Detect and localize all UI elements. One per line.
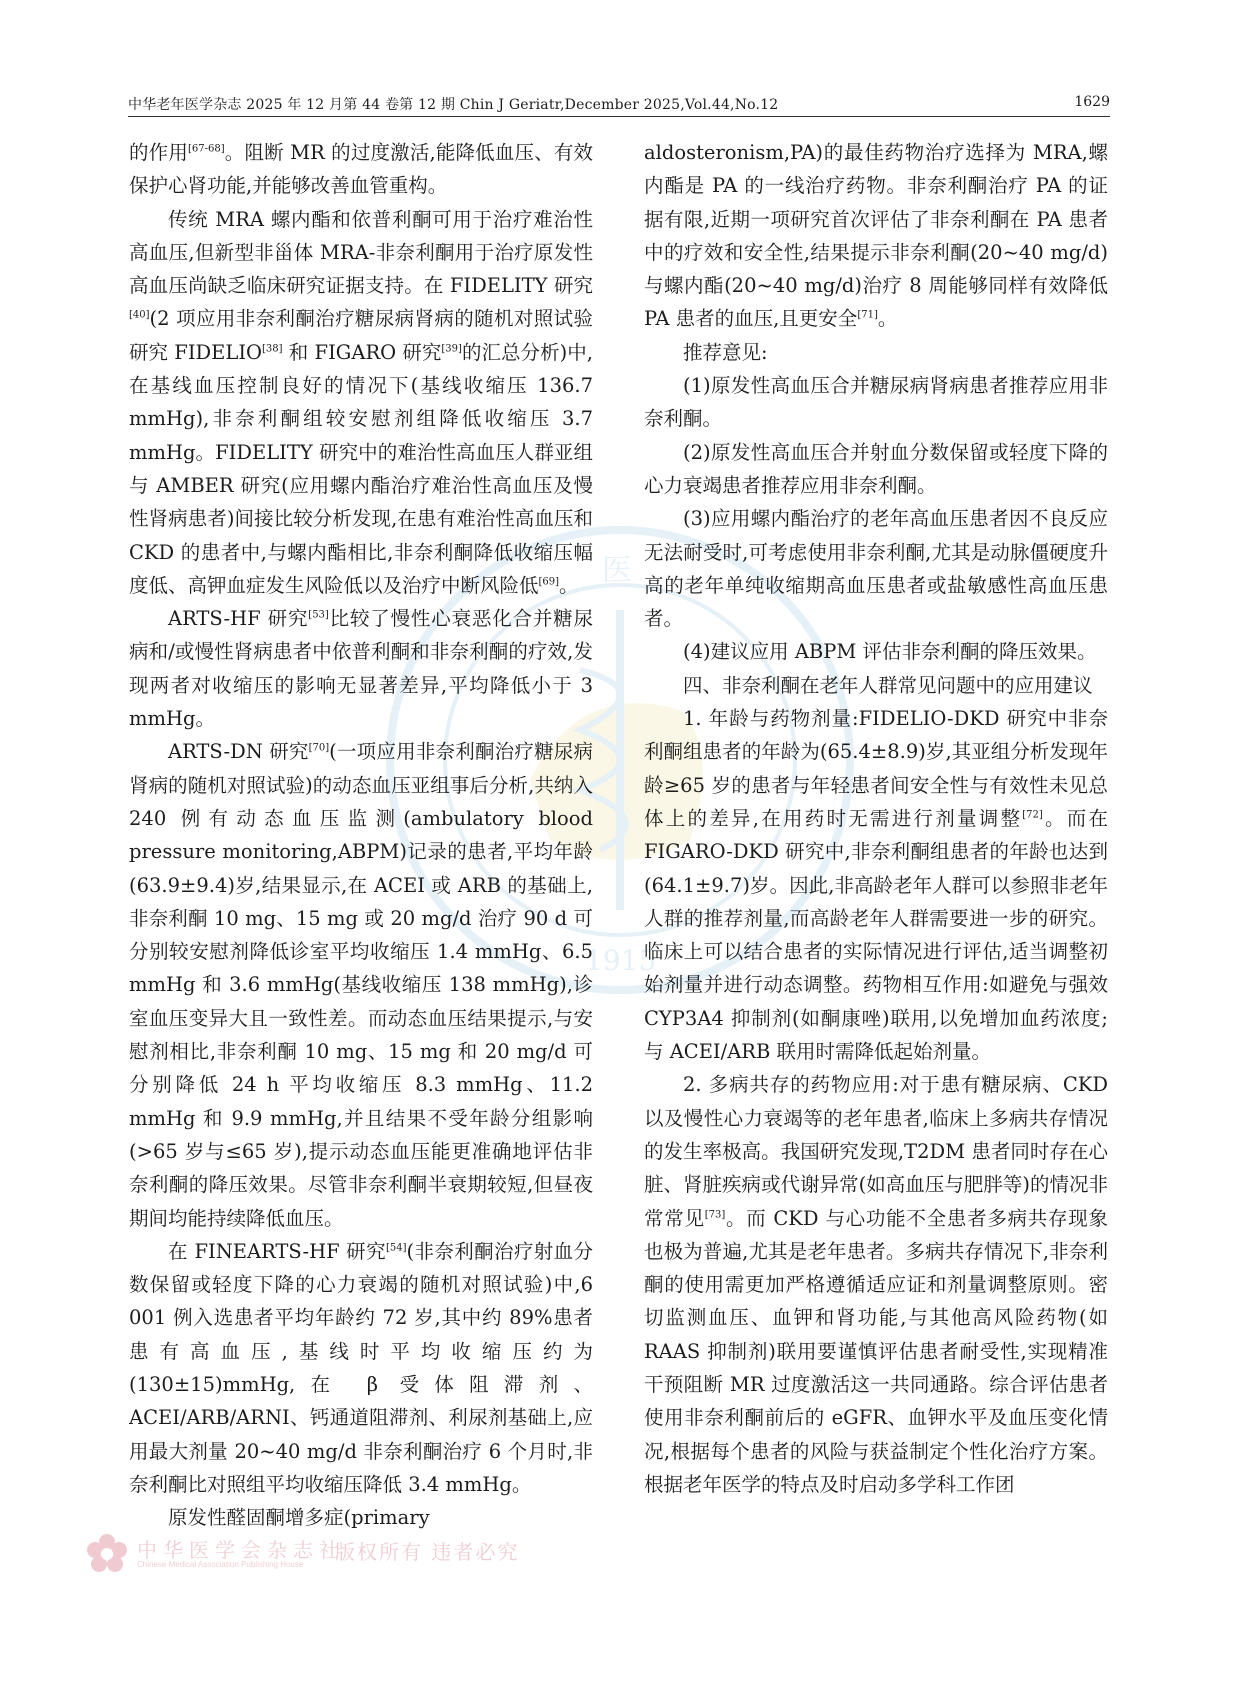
paragraph-text: 1. 年龄与药物剂量:FIDELIO-DKD 研究中非奈利酮组患者的年龄为(65.4±8.9)岁,其亚组分析发现年龄≥65 岁的患者与年轻患者间安全性与有效性未见总体上的差异,在用药时无需进行剂量调整 bbox=[644, 707, 1108, 830]
publisher-watermark bbox=[85, 1532, 585, 1576]
paragraph-text: 在 FINEARTS-HF 研究 bbox=[168, 1239, 386, 1263]
citation-ref[interactable]: [40] bbox=[129, 309, 150, 321]
paragraph bbox=[644, 702, 1108, 1068]
citation-ref[interactable]: [69] bbox=[538, 576, 560, 588]
paragraph-text: 2. 多病共存的药物应用:对于患有糖尿病、CKD 以及慢性心力衰竭等的老年患者,临床上多病共存情况的发生率极高。我国研究发现,T2DM 患者同时存在心脏、肾脏疾病或代谢异常(如高血压与肥胖等)的情况非常常见 bbox=[644, 1073, 1108, 1230]
paragraph-text: 比较了慢性心衰恶化合并糖尿病和/或慢性肾病患者中依普利酮和非奈利酮的疗效,发现两者对收缩压的影响无显著差异,平均降低小于 3 mmHg。 bbox=[129, 607, 593, 731]
paragraph-text: (2)原发性高血压合并射血分数保留或轻度下降的心力衰竭患者推荐应用非奈利酮。 bbox=[644, 440, 1108, 497]
page-number: 1629 bbox=[1074, 94, 1110, 110]
paragraph-text: aldosteronism,PA)的最佳药物治疗选择为 MRA,螺内酯是 PA 的一线治疗药物。非奈利酮治疗 PA 的证据有限,近期一项研究首次评估了非奈利酮在 PA 患者中的疗效和安全性,结果提示非奈利酮(20~40 mg/d)与螺内酯(20~40 mg/d)治疗 8 周能够同样有效降低 PA 患者的血压,且更安全 bbox=[644, 141, 1108, 331]
paragraph-text: ARTS-DN 研究 bbox=[168, 740, 309, 764]
citation-ref[interactable]: [39] bbox=[441, 343, 462, 355]
paragraph-text: 四、非奈利酮在老年人群常见问题中的应用建议 bbox=[683, 673, 1093, 697]
citation-ref[interactable]: [38] bbox=[262, 343, 283, 355]
paragraph-text: (4)建议应用 ABPM 评估非奈利酮的降压效果。 bbox=[683, 640, 1097, 664]
paragraph-text: (1)原发性高血压合并糖尿病肾病患者推荐应用非奈利酮。 bbox=[644, 374, 1108, 431]
paragraph-text: (一项应用非奈利酮治疗糖尿病肾病的随机对照试验)的动态血压亚组事后分析,共纳入 240 例有动态血压监测(ambulatory blood pressure monitoring,ABPM)记录的患者,平均年龄(63.9±9.4)岁,结果显示,在 ACEI 或 ARB 的基础上,非奈利酮 10 mg、15 mg 或 20 mg/d 治疗 90 d 可分别较安慰剂降低诊室平均收缩压 1.4 mmHg、6.5 mmHg 和 3.6 mmHg(基线收缩压 138 mmHg),诊室血压变异大且一致性差。而动态血压结果提示,与安慰剂相比,非奈利酮 10 mg、15 mg 和 20 mg/d 可分别降低 24 h 平均收缩压 8.3 mmHg、11.2 mmHg 和 9.9 mmHg,并且结果不受年龄分组影响(>65 岁与≤65 岁),提示动态血压能更准确地评估非奈利酮的降压效果。尽管非奈利酮半衰期较短,但昼夜期间均能持续降低血压。 bbox=[129, 740, 593, 1230]
citation-ref[interactable]: [54] bbox=[385, 1242, 407, 1254]
paragraph bbox=[644, 669, 1108, 702]
citation-ref[interactable]: [53] bbox=[308, 609, 329, 621]
paragraph-text: 。阻断 MR 的过度激活,能降低血压、有效保护心肾功能,并能够改善血管重构。 bbox=[129, 141, 593, 198]
paragraph-text: 和 FIGARO 研究 bbox=[282, 340, 442, 364]
publisher-flower-icon bbox=[85, 1532, 129, 1576]
left-column bbox=[129, 136, 593, 1576]
citation-ref[interactable]: [71] bbox=[857, 309, 878, 321]
paragraph bbox=[644, 502, 1108, 635]
paragraph bbox=[129, 136, 593, 203]
paragraph bbox=[129, 602, 593, 735]
paragraph-text: (2 项应用非奈利酮治疗糖尿病肾病的随机对照试验研究 FIDELIO bbox=[129, 307, 593, 364]
citation-ref[interactable]: [73] bbox=[704, 1209, 726, 1220]
paragraph-text: 的汇总分析)中,在基线血压控制良好的情况下(基线收缩压 136.7 mmHg),非奈利酮组较安慰剂组降低收缩压 3.7 mmHg。FIDELITY 研究中的难治性高血压人群亚组与 AMBER 研究(应用螺内酯治疗难治性高血压及慢性肾病患者)间接比较分析发现,在患有难治性高血压和 CKD 的患者中,与螺内酯相比,非奈利酮降低收缩压幅度低、高钾血症发生风险低以及治疗中断风险低 bbox=[129, 340, 593, 597]
citation-ref[interactable]: [72] bbox=[1022, 809, 1043, 821]
paragraph bbox=[644, 369, 1108, 436]
seal-glyph: 医 bbox=[602, 553, 632, 588]
seal-year: 1915 bbox=[585, 944, 657, 977]
paragraph bbox=[644, 635, 1108, 668]
paragraph-text: 原发性醛固酮增多症(primary bbox=[168, 1506, 430, 1530]
paragraph-text: ARTS-HF 研究 bbox=[168, 607, 309, 631]
paragraph-text: 。而在 FIGARO-DKD 研究中,非奈利酮组患者的年龄也达到(64.1±9.7)岁。因此,非高龄老年人群可以参照非老年人群的推荐剂量,而高龄老年人群需要进一步的研究。临床上可以结合患者的实际情况进行评估,适当调整初始剂量并进行动态调整。药物相互作用:如避免与强效 CYP3A4 抑制剂(如酮康唑)联用,以免增加血药浓度;与 ACEI/ARB 联用时需降低起始剂量。 bbox=[644, 806, 1108, 1064]
citation-ref[interactable]: [67-68] bbox=[188, 143, 225, 155]
citation-ref[interactable]: [70] bbox=[308, 742, 330, 754]
paragraph bbox=[129, 735, 593, 1234]
publisher-name-en: Chinese Medical Association Publishing House bbox=[137, 1560, 304, 1569]
journal-citation: 中华老年医学杂志 2025 年 12 月第 44 卷第 12 期 Chin J Geriatr,December 2025,Vol.44,No.12 bbox=[128, 97, 779, 113]
paragraph bbox=[129, 1501, 593, 1534]
paragraph-text: 的作用 bbox=[129, 141, 188, 164]
paragraph-text: (3)应用螺内酯治疗的老年高血压患者因不良反应无法耐受时,可考虑使用非奈利酮,尤其是动脉僵硬度升高的老年单纯收缩期高血压患者或盐敏感性高血压患者。 bbox=[644, 507, 1108, 631]
paragraph-text: 。 bbox=[877, 307, 898, 331]
paragraph-text: 。而 CKD 与心功能不全患者多病共存现象也极为普遍,尤其是老年患者。多病共存情况下,非奈利酮的使用需更加严格遵循适应证和剂量调整原则。密切监测血压、血钾和肾功能,与其他高风险药物(如 RAAS 抑制剂)联用要谨慎评估患者耐受性,实现精准干预阻断 MR 过度激活这一共同通路。综合评估患者使用非奈利酮前后的 eGFR、血钾水平及血压变化情况,根据每个患者的风险与获益制定个性化治疗方案。根据老年医学的特点及时启动多学科工作团 bbox=[644, 1206, 1108, 1496]
paragraph bbox=[644, 336, 1108, 369]
paragraph-text: 传统 MRA 螺内酯和依普利酮可用于治疗难治性高血压,但新型非甾体 MRA-非奈利酮用于治疗原发性高血压尚缺乏临床研究证据支持。在 FIDELITY 研究 bbox=[129, 207, 593, 298]
right-column bbox=[644, 136, 1108, 1576]
publisher-name: 中华医学会杂志社 bbox=[137, 1538, 345, 1562]
publisher-motto: 版权所有 违者必究 bbox=[335, 1540, 520, 1564]
paragraph bbox=[129, 203, 593, 603]
paragraph bbox=[644, 136, 1108, 336]
paragraph bbox=[644, 1068, 1108, 1501]
paragraph bbox=[644, 436, 1108, 503]
paragraph-text: 。 bbox=[559, 573, 579, 597]
paragraph-text: 推荐意见: bbox=[683, 340, 768, 364]
running-header bbox=[128, 92, 1110, 117]
paragraph-text: (非奈利酮治疗射血分数保留或轻度下降的心力衰竭的随机对照试验)中,6 001 例入选患者平均年龄约 72 岁,其中约 89%患者患有高血压,基线时平均收缩压约为(130±15)mmHg,在 β 受体阻滞剂、ACEI/ARB/ARNI、钙通道阻滞剂、利尿剂基础上,应用最大剂量 20~40 mg/d 非奈利酮治疗 6 个月时,非奈利酮比对照组平均收缩压降低 3.4 mmHg。 bbox=[129, 1239, 593, 1496]
paragraph bbox=[129, 1235, 593, 1501]
